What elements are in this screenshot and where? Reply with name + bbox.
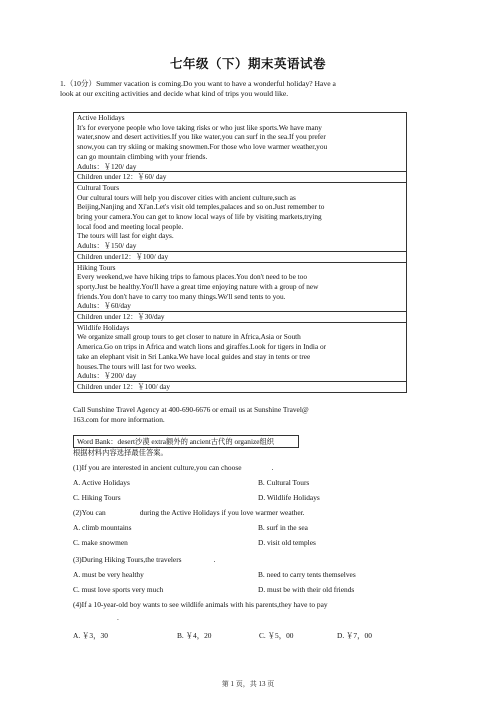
section-desc-line: can go mountain climbing with your friends.: [77, 151, 208, 161]
active-holidays-section: [74, 113, 406, 172]
child-price: Children under 12：￥30/day: [77, 312, 165, 322]
question-stem-end: .: [213, 555, 216, 564]
section-desc-line: sporty.Just be healthy.You'll have a great time enjoying nature with a group of new: [77, 281, 319, 291]
intro-line-1: 1.（10分）Summer vacation is coming.Do you want to have a wonderful holiday? Have a: [60, 79, 336, 88]
contact-info: [73, 405, 413, 425]
option-c[interactable]: C. Hiking Tours: [73, 493, 121, 502]
page-footer: 第 1 页，共 13 页: [221, 680, 275, 688]
option-b[interactable]: B. Cultural Tours: [258, 478, 310, 487]
section-desc-line: Beijing,Nanjing and Xi'an.Let's visit old temples,palaces and so on.Just remember to: [77, 202, 325, 212]
hiking-tours-section: [74, 263, 406, 313]
section-desc-line: Our cultural tours will help you discover cities with ancient culture,such as: [77, 192, 296, 202]
child-price: Children under12：￥100/ day: [77, 251, 169, 261]
option-d[interactable]: D. visit old temples: [258, 538, 316, 547]
adult-price: Adults：￥200/ day: [77, 371, 137, 381]
child-price-row: [74, 172, 406, 183]
option-b[interactable]: B. surf in the sea: [258, 523, 308, 532]
section-desc-line: snow,you can try skiing or making snowmen.For those who love warmer weather,you: [77, 142, 328, 152]
adult-price: Adults：￥120/ day: [77, 161, 137, 171]
contact-line-2: 163.com for more information.: [73, 415, 165, 424]
question-2: [73, 508, 305, 518]
contact-line-1: Call Sunshine Travel Agency at 400-690-6676 or email us at Sunshine Travel@: [73, 405, 309, 414]
activities-table: [73, 112, 407, 393]
question-4: [73, 600, 328, 610]
section-heading: Cultural Tours: [77, 182, 120, 192]
option-d[interactable]: D. ￥7，00: [337, 631, 372, 640]
child-price-row: [74, 382, 406, 392]
option-b[interactable]: B. ￥4，20: [177, 631, 212, 640]
option-c[interactable]: C. make snowmen: [73, 538, 128, 547]
section-desc-line: The tours will last for eight days.: [77, 231, 174, 241]
option-d[interactable]: D. Wildlife Holidays: [258, 493, 320, 502]
wildlife-holidays-section: [74, 323, 406, 382]
question-stem-end: .: [117, 613, 119, 622]
section-desc-line: friends.You don't have to carry too many things.We'll send tents to you.: [77, 291, 286, 301]
section-desc-line: houses.The tours will last for two weeks.: [77, 361, 197, 371]
child-price: Children under 12：￥60/ day: [77, 172, 167, 182]
page-title: 七年级（下）期末英语试卷: [169, 56, 326, 71]
section-desc-line: Every weekend,we have hiking trips to famous places.You don't need to be too: [77, 272, 307, 282]
option-a[interactable]: A. climb mountains: [73, 523, 132, 532]
question-stem: (4)If a 10-year-old boy wants to see wildlife animals with his parents,they have to pay: [73, 600, 328, 609]
question-stem: (2)You can: [73, 508, 106, 517]
section-desc-line: America.Go on trips in Africa and watch lions and giraffes.Look for tigers in India or: [77, 342, 327, 352]
question-3: [73, 555, 215, 565]
instruction: 根据材料内容选择最佳答案。: [73, 448, 168, 457]
section-desc-line: We organize small group tours to get closer to nature in Africa,Asia or South: [77, 332, 301, 342]
question-1: [73, 463, 273, 473]
section-desc-line: take an elephant visit in Sri Lanka.We have local guides and stay in tents or tree: [77, 351, 311, 361]
section-heading: Hiking Tours: [77, 262, 116, 272]
intro-line-2: look at our exciting activities and decide what kind of trips you would like.: [60, 89, 289, 98]
option-a[interactable]: A. ￥3，30: [73, 631, 108, 640]
question-stem: (1)If you are interested in ancient culture,you can choose: [73, 463, 242, 472]
child-price-row: [74, 252, 406, 263]
adult-price: Adults：￥150/ day: [77, 241, 137, 251]
adult-price: Adults：￥60/day: [77, 301, 131, 311]
option-a[interactable]: A. Active Holidays: [73, 478, 130, 487]
section-heading: Active Holidays: [77, 113, 125, 122]
question-stem: (3)During Hiking Tours,the travelers: [73, 555, 182, 564]
cultural-tours-section: [74, 183, 406, 252]
section-desc-line: water,snow and desert activities.If you like water,you can surf in the sea.If you prefer: [77, 132, 326, 142]
option-c[interactable]: C. must love sports very much: [73, 585, 164, 594]
question-stem-end: during the Active Holidays if you love warmer weather.: [139, 508, 305, 517]
question-4-line2: [73, 613, 119, 623]
question-intro: [60, 79, 440, 99]
child-price-row: [74, 312, 406, 323]
section-desc-line: bring your camera.You can get to know local ways of life by visiting markets,trying: [77, 212, 322, 222]
option-c[interactable]: C. ￥5，00: [259, 631, 294, 640]
section-heading: Wildlife Holidays: [77, 322, 130, 332]
option-b[interactable]: B. need to carry tents themselves: [258, 570, 356, 579]
section-desc-line: local food and meeting local people.: [77, 221, 184, 231]
option-a[interactable]: A. must be very healthy: [73, 570, 144, 579]
question-stem-end: .: [271, 463, 274, 472]
option-d[interactable]: D. must be with their old friends: [258, 585, 355, 594]
word-bank: Word Bank：desert沙漠 extra额外的 ancient古代的 organize组织: [73, 435, 299, 448]
child-price: Children under 12：￥100/ day: [77, 381, 171, 391]
section-desc-line: It's for everyone people who love taking risks or who just like sports.We have many: [77, 122, 322, 132]
